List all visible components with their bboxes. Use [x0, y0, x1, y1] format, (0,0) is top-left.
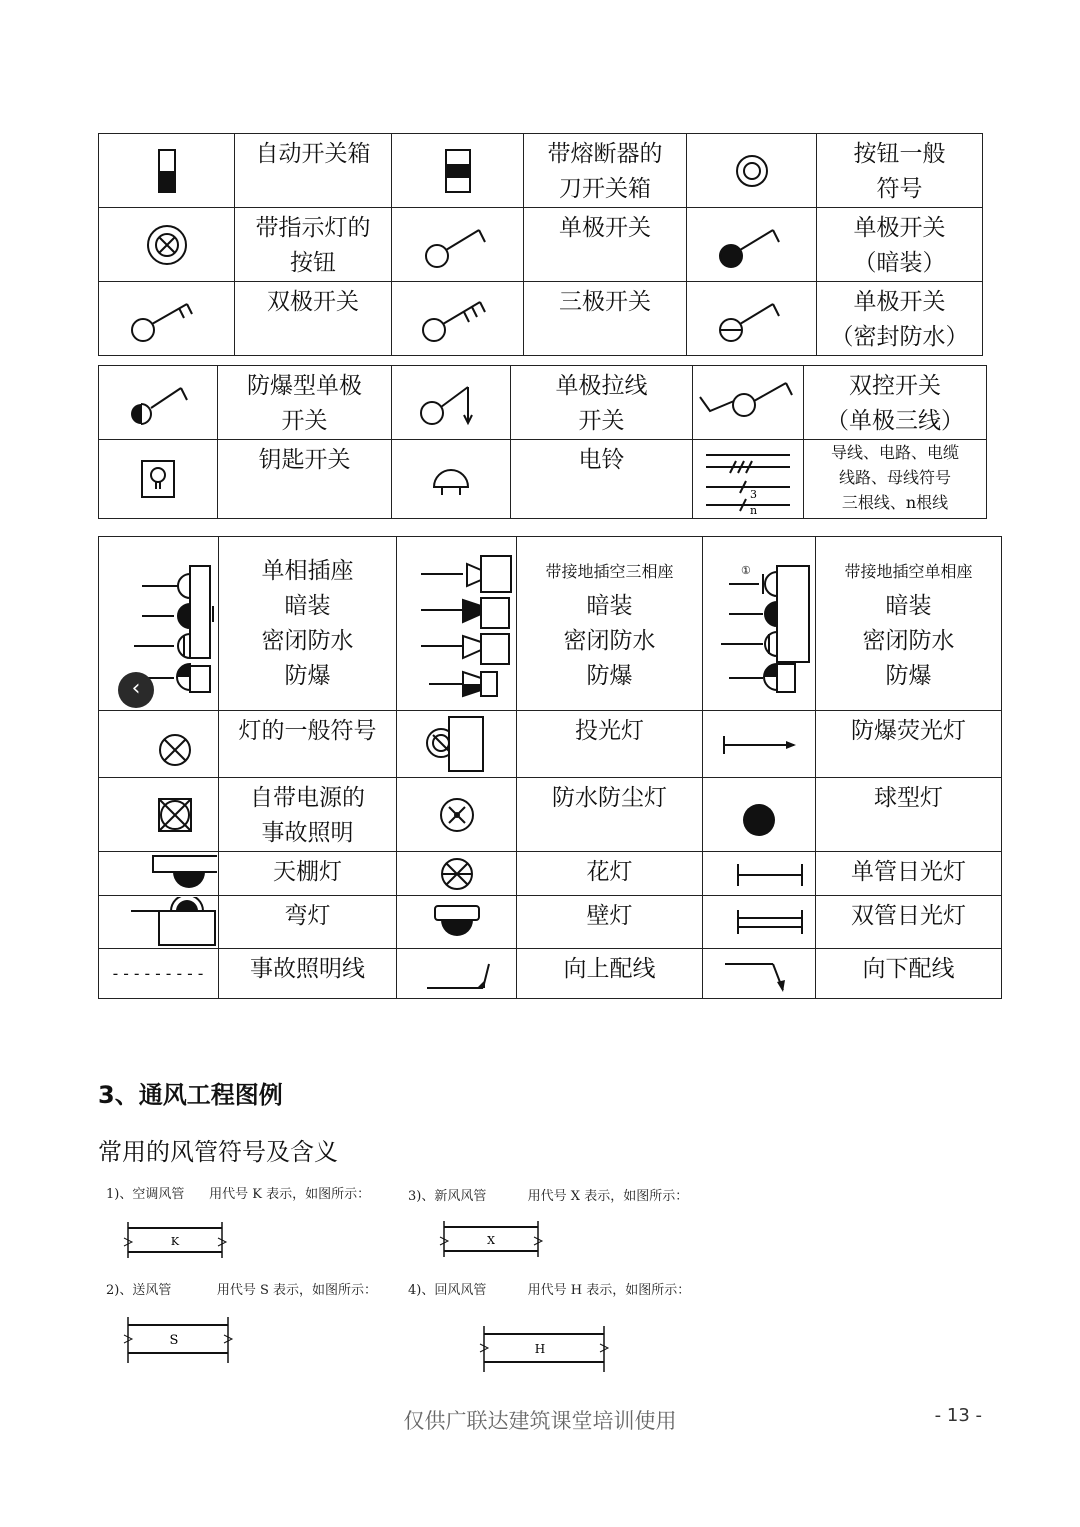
label-bent-lamp: 弯灯	[219, 896, 397, 949]
label-fused-knife-switch-box: 带熔断器的 刀开关箱	[524, 134, 687, 208]
duct-desc-1: 用代号 K 表示，如图所示：	[209, 1187, 371, 1202]
wire-count-3: 3	[750, 488, 757, 501]
label-push-button: 按钮一般 符号	[817, 134, 983, 208]
single-pole-switch-symbol	[392, 208, 524, 282]
pull-cord-switch-symbol	[392, 366, 511, 440]
label-concealed-single-pole-switch: 单极开关 （暗装）	[817, 208, 983, 282]
label-double-tube-fluorescent: 双管日光灯	[816, 896, 1002, 949]
explosion-proof-switch-symbol	[99, 366, 218, 440]
duct-label-2: 2)、送风管	[106, 1283, 172, 1298]
single-phase-grounded-socket-symbols	[703, 537, 816, 711]
label-bell: 电铃	[511, 440, 693, 519]
label-upward-wiring: 向上配线	[517, 949, 703, 999]
label-floodlight: 投光灯	[517, 711, 703, 778]
auto-switch-box-symbol	[99, 134, 235, 208]
duct-note-1	[106, 1183, 370, 1202]
label-single-pole-switch: 单极开关	[524, 208, 687, 282]
label-explosion-proof-switch: 防爆型单极 开关	[218, 366, 392, 440]
bell-symbol	[392, 440, 511, 519]
emergency-lighting-line-symbol	[99, 949, 219, 999]
two-way-switch-symbol	[693, 366, 804, 440]
label-downward-wiring: 向下配线	[816, 949, 1002, 999]
wire-lines-symbol	[693, 440, 804, 519]
fused-knife-switch-box-symbol	[392, 134, 524, 208]
single-phase-grounded-socket-title: 带接地插空单相座	[844, 562, 973, 581]
general-lamp-symbol	[99, 711, 219, 778]
single-phase-socket-symbols	[99, 537, 219, 711]
label-wall-lamp: 壁灯	[517, 896, 703, 949]
duct-figure-k	[120, 1218, 230, 1262]
switch-symbols-table-1	[98, 133, 983, 356]
wall-lamp-symbol	[397, 896, 517, 949]
duct-figure-h	[476, 1324, 612, 1374]
single-tube-fluorescent-symbol	[703, 852, 816, 896]
waterproof-lamp-symbol	[397, 778, 517, 852]
label-two-way-switch: 双控开关 （单极三线）	[804, 366, 987, 440]
duct-label-3: 3)、新风风管	[408, 1189, 487, 1204]
chevron-left-icon: ‹	[131, 676, 141, 701]
label-indicator-button: 带指示灯的 按钮	[235, 208, 392, 282]
ball-lamp-symbol	[703, 778, 816, 852]
duct-figure-s	[120, 1315, 236, 1365]
label-single-phase-socket: 单相插座 暗装 密闭防水 防爆	[219, 537, 397, 711]
back-arrow-button[interactable]	[118, 672, 154, 708]
label-key-switch: 钥匙开关	[218, 440, 392, 519]
push-button-symbol	[687, 134, 817, 208]
section-heading: 3、通风工程图例	[98, 1081, 283, 1109]
label-single-tube-fluorescent: 单管日光灯	[816, 852, 1002, 896]
duct-desc-3: 用代号 X 表示，如图所示：	[527, 1189, 689, 1204]
label-waterproof-lamp: 防水防尘灯	[517, 778, 703, 852]
wire-count-n: n	[750, 504, 758, 515]
bent-lamp-symbol	[99, 896, 219, 949]
label-ceiling-lamp: 天棚灯	[219, 852, 397, 896]
dashed-line-glyph: ---------	[110, 964, 207, 983]
label-ball-lamp: 球型灯	[816, 778, 1002, 852]
concealed-single-pole-switch-symbol	[687, 208, 817, 282]
duct-code-h: H	[534, 1342, 546, 1356]
downward-wiring-symbol	[703, 949, 816, 999]
switch-symbols-table-2	[98, 365, 987, 519]
floodlight-symbol	[397, 711, 517, 778]
indicator-button-symbol	[99, 208, 235, 282]
section-subheading: 常用的风管符号及含义	[98, 1138, 338, 1166]
duct-note-2	[106, 1279, 377, 1298]
duct-desc-4: 用代号 H 表示，如图所示：	[527, 1283, 691, 1298]
ceiling-lamp-symbol	[99, 852, 219, 896]
upward-wiring-symbol	[397, 949, 517, 999]
duct-note-4	[408, 1279, 690, 1298]
key-switch-symbol	[99, 440, 218, 519]
label-auto-switch-box: 自动开关箱	[235, 134, 392, 208]
footer-watermark: 仅供广联达建筑课堂培训使用	[403, 1409, 677, 1433]
three-phase-socket-symbols	[397, 537, 517, 711]
label-three-phase-socket: 带接地插空三相座 暗装 密闭防水 防爆	[517, 537, 703, 711]
chandelier-symbol	[397, 852, 517, 896]
label-emergency-lighting: 自带电源的 事故照明	[219, 778, 397, 852]
emergency-lighting-symbol	[99, 778, 219, 852]
label-chandelier: 花灯	[517, 852, 703, 896]
double-tube-fluorescent-symbol	[703, 896, 816, 949]
duct-desc-2: 用代号 S 表示，如图所示：	[216, 1283, 377, 1298]
double-pole-switch-symbol	[99, 282, 235, 356]
duct-code-s: S	[169, 1333, 179, 1348]
duct-label-4: 4)、回风风管	[408, 1283, 487, 1298]
duct-label-1: 1)、空调风管	[106, 1187, 185, 1202]
circled-one: ①	[741, 563, 751, 577]
label-single-phase-grounded-socket: 带接地插空单相座 暗装 密闭防水 防爆	[816, 537, 1002, 711]
duct-code-k: K	[170, 1235, 180, 1248]
three-phase-socket-title: 带接地插空三相座	[545, 562, 674, 581]
explosion-proof-fluorescent-symbol	[703, 711, 816, 778]
lighting-symbols-table	[98, 536, 1002, 999]
label-general-lamp: 灯的一般符号	[219, 711, 397, 778]
page-number: - 13 -	[934, 1405, 982, 1426]
triple-pole-switch-symbol	[392, 282, 524, 356]
label-emergency-lighting-line: 事故照明线	[219, 949, 397, 999]
label-sealed-single-pole-switch: 单极开关 （密封防水）	[817, 282, 983, 356]
label-explosion-proof-fluorescent: 防爆荧光灯	[816, 711, 1002, 778]
label-wire-lines: 导线、电路、电缆 线路、母线符号 三根线、n根线	[804, 440, 987, 519]
duct-code-x: X	[487, 1234, 495, 1247]
sealed-single-pole-switch-symbol	[687, 282, 817, 356]
label-pull-cord-switch: 单极拉线 开关	[511, 366, 693, 440]
duct-figure-x	[436, 1217, 546, 1261]
label-triple-pole-switch: 三极开关	[524, 282, 687, 356]
label-double-pole-switch: 双极开关	[235, 282, 392, 356]
duct-note-3	[408, 1185, 688, 1204]
